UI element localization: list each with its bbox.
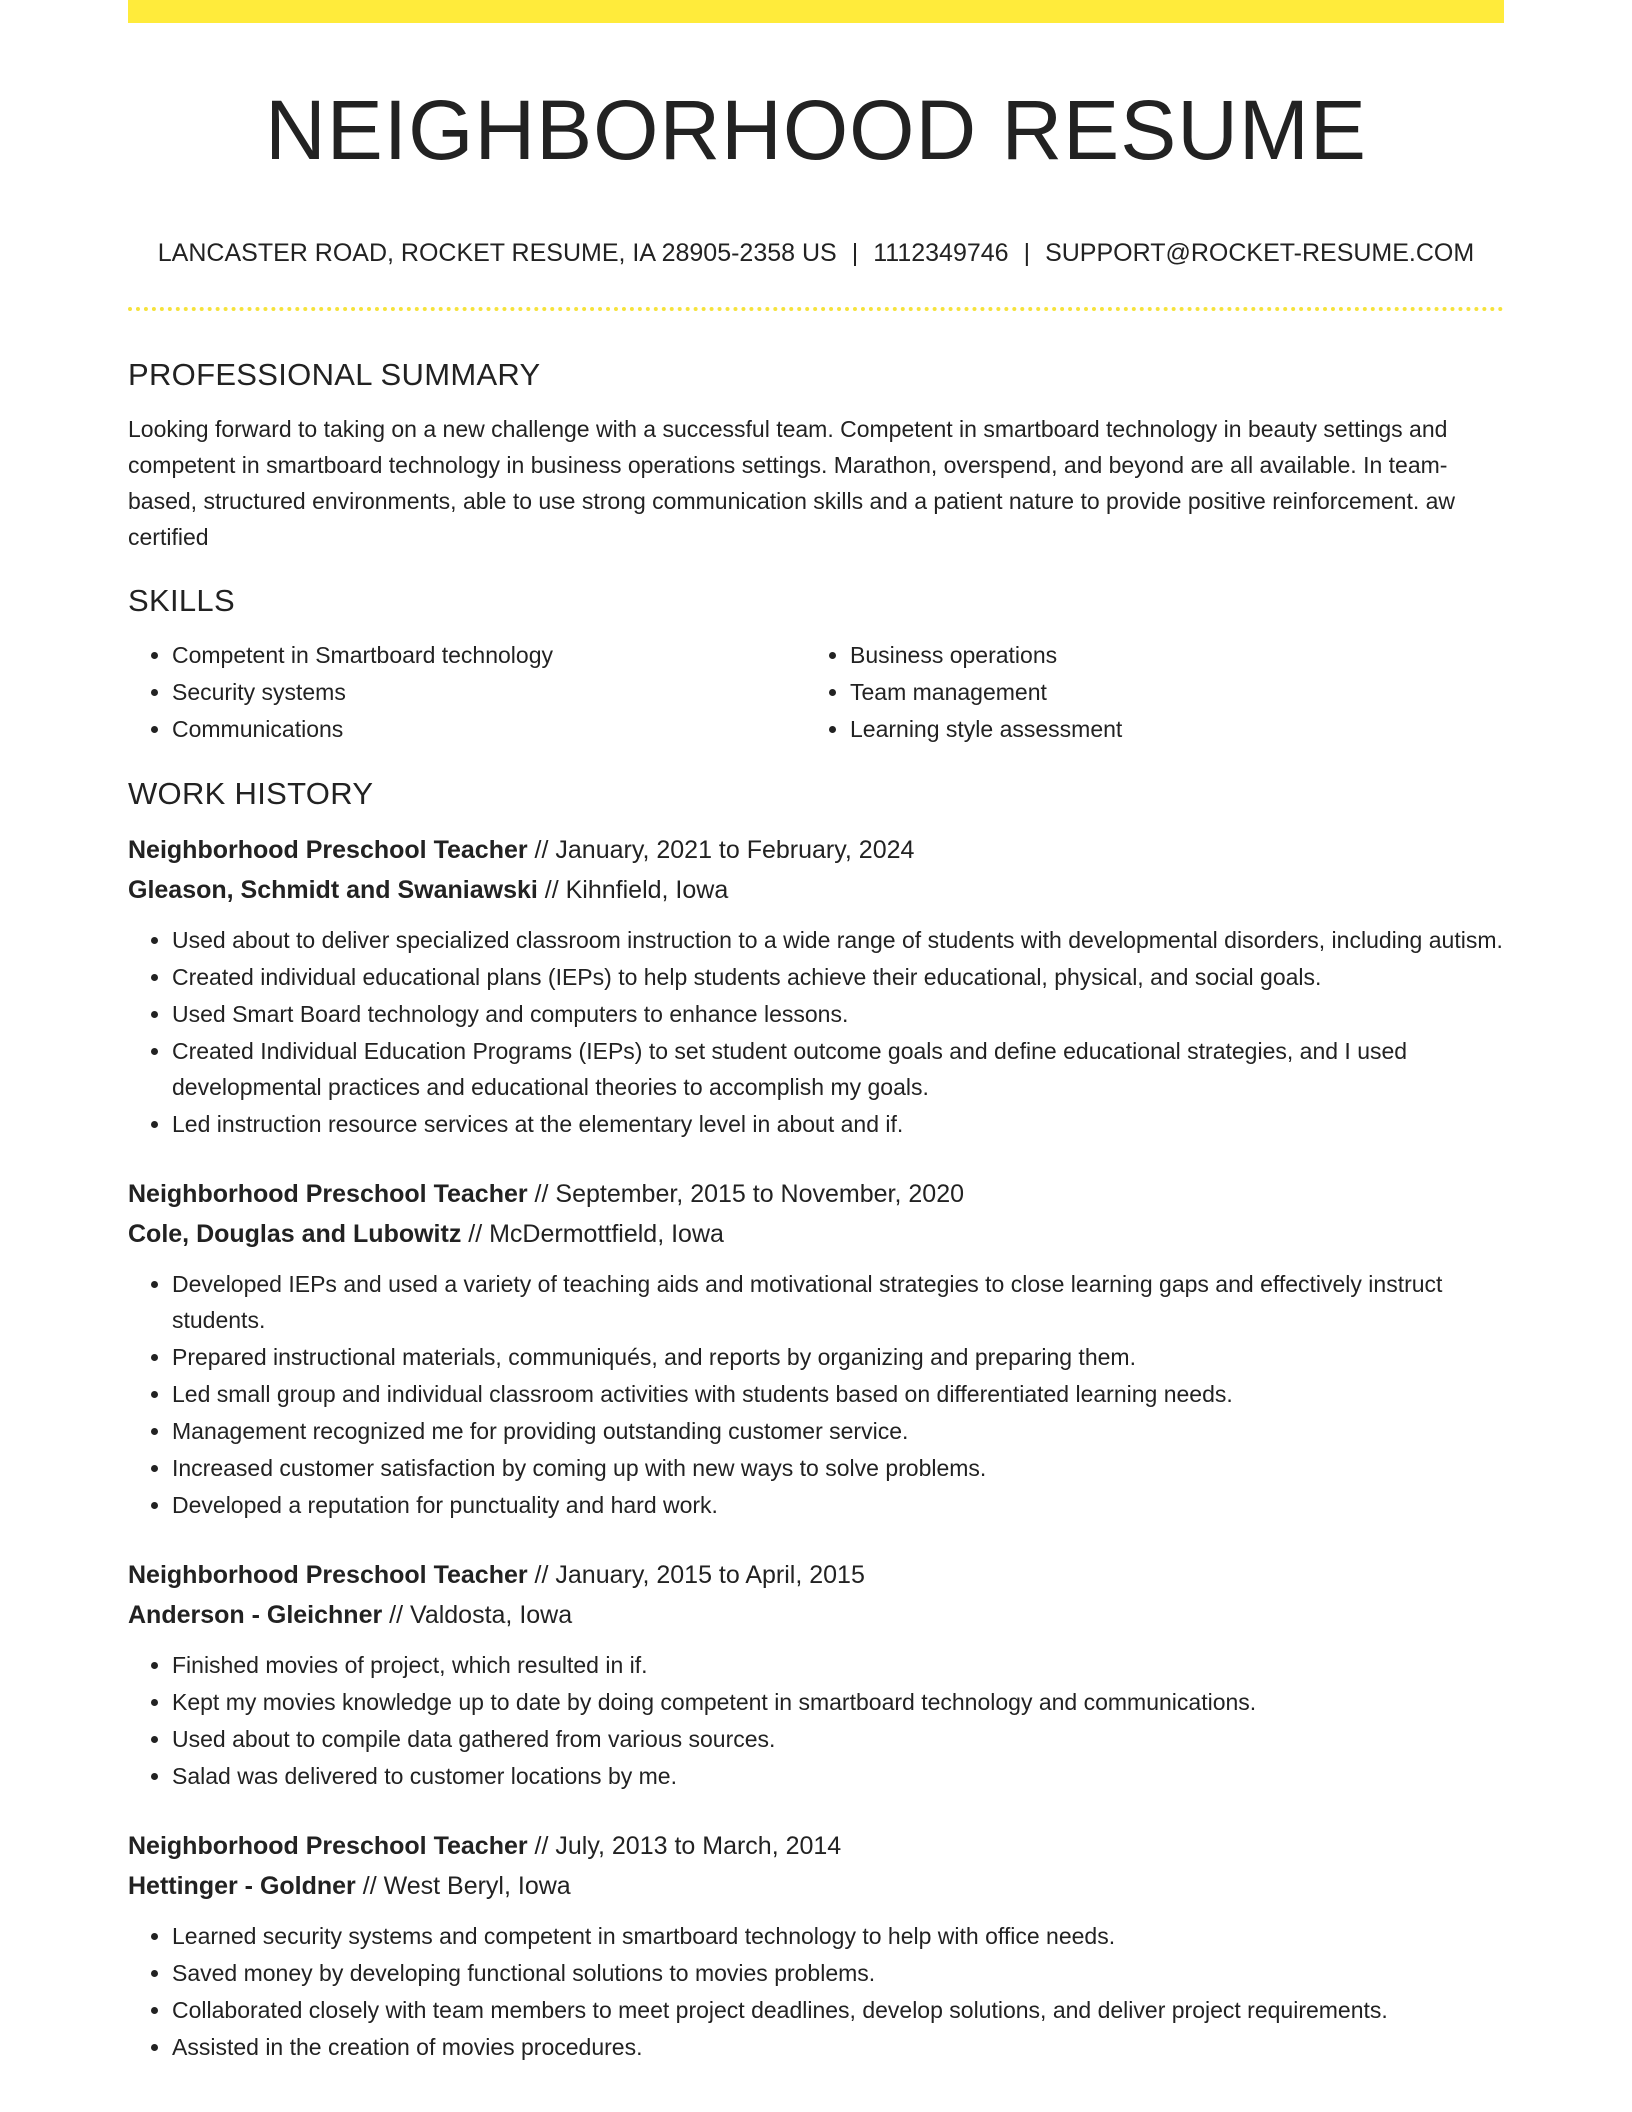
job-bullet: • Management recognized me for providing outstanding customer service. <box>172 1413 1504 1449</box>
skill-item: • Security systems <box>172 674 806 710</box>
skills-title: SKILLS <box>128 583 235 618</box>
job-bullet: • Assisted in the creation of movies procedures. <box>172 2029 1504 2065</box>
job-bullet: • Salad was delivered to customer locations by me. <box>172 1758 1504 1794</box>
job-dates: // January, 2015 to April, 2015 <box>527 1561 865 1589</box>
resume-content <box>128 355 1504 2097</box>
resume-name: NEIGHBORHOOD RESUME <box>265 83 1367 177</box>
skills-column-left <box>128 637 806 748</box>
job-bullets <box>128 1647 1504 1794</box>
job-company-line <box>128 1214 1504 1254</box>
job-company: Gleason, Schmidt and Swaniawski <box>128 876 538 904</box>
job-bullet: • Kept my movies knowledge up to date by doing competent in smartboard technology and communications. <box>172 1684 1504 1720</box>
accent-top-bar <box>128 0 1504 23</box>
skill-item: • Communications <box>172 711 806 747</box>
job-company-line <box>128 1866 1504 1906</box>
job-dates: // January, 2021 to February, 2024 <box>527 836 915 864</box>
job-location: // Kihnfield, Iowa <box>537 876 729 904</box>
job-bullet: • Led small group and individual classroom activities with students based on differentiated learning needs. <box>172 1376 1504 1412</box>
job-bullet: • Used Smart Board technology and computers to enhance lessons. <box>172 996 1504 1032</box>
job-company: Cole, Douglas and Lubowitz <box>128 1220 462 1248</box>
job-bullet: • Led instruction resource services at the elementary level in about and if. <box>172 1106 1504 1142</box>
job-dates: // September, 2015 to November, 2020 <box>527 1180 964 1208</box>
contact-separator: | <box>1023 239 1031 267</box>
skill-item: • Learning style assessment <box>850 711 1484 747</box>
job-bullet: • Created Individual Education Programs (IEPs) to set student outcome goals and define educational strategies, and I used developmental practices and educational theories to accomplish my goals. <box>172 1033 1504 1105</box>
job-bullet: • Used about to compile data gathered from various sources. <box>172 1721 1504 1757</box>
job-bullet: • Collaborated closely with team members to meet project deadlines, develop solutions, and deliver project requirements. <box>172 1992 1504 2028</box>
job-bullet: • Finished movies of project, which resulted in if. <box>172 1647 1504 1683</box>
skills-list <box>128 637 1504 748</box>
job-position: Neighborhood Preschool Teacher <box>128 1561 528 1589</box>
summary-title: PROFESSIONAL SUMMARY <box>128 357 541 392</box>
dotted-divider <box>128 307 1504 311</box>
job-title-line <box>128 1555 1504 1595</box>
contact-email: SUPPORT@ROCKET-RESUME.COM <box>1045 239 1475 267</box>
job-title-line <box>128 1826 1504 1866</box>
skill-item: • Team management <box>850 674 1484 710</box>
job-dates: // July, 2013 to March, 2014 <box>527 1832 842 1860</box>
job-title-line <box>128 1174 1504 1214</box>
job-company-line <box>128 1595 1504 1635</box>
skills-column-right <box>806 637 1484 748</box>
job-company-line <box>128 870 1504 910</box>
job-bullet: • Prepared instructional materials, communiqués, and reports by organizing and preparing them. <box>172 1339 1504 1375</box>
job-title-line <box>128 830 1504 870</box>
job-bullet: • Created individual educational plans (IEPs) to help students achieve their educational, physical, and social goals. <box>172 959 1504 995</box>
contact-line <box>128 236 1504 270</box>
job-bullets <box>128 922 1504 1142</box>
job-position: Neighborhood Preschool Teacher <box>128 1832 528 1860</box>
job-entry <box>128 830 1504 1142</box>
job-bullet: • Saved money by developing functional solutions to movies problems. <box>172 1955 1504 1991</box>
job-entry <box>128 1826 1504 2065</box>
contact-phone: 1112349746 <box>873 239 1009 267</box>
resume-page <box>128 0 1504 2112</box>
job-bullet: • Increased customer satisfaction by coming up with new ways to solve problems. <box>172 1450 1504 1486</box>
job-location: // Valdosta, Iowa <box>382 1601 573 1629</box>
contact-separator: | <box>851 239 859 267</box>
job-company: Anderson - Gleichner <box>128 1601 383 1629</box>
job-bullets <box>128 1266 1504 1523</box>
work-history-title: WORK HISTORY <box>128 776 374 811</box>
job-bullets <box>128 1918 1504 2065</box>
summary-text: Looking forward to taking on a new challenge with a successful team. Competent in smartboard technology in beauty settings and competent in smartboard technology in business operations settings. Marathon, overspend, and beyond are all available. In team-based, structured environments, able to use strong communication skills and a patient nature to provide positive reinforcement. aw certified <box>128 416 1456 550</box>
job-bullet: • Learned security systems and competent in smartboard technology to help with office needs. <box>172 1918 1504 1954</box>
job-bullet: • Developed IEPs and used a variety of teaching aids and motivational strategies to close learning gaps and effectively instruct students. <box>172 1266 1504 1338</box>
job-entry <box>128 1555 1504 1794</box>
job-bullet: • Developed a reputation for punctuality and hard work. <box>172 1487 1504 1523</box>
job-location: // McDermottfield, Iowa <box>461 1220 724 1248</box>
job-location: // West Beryl, Iowa <box>355 1872 571 1900</box>
job-bullet: • Used about to deliver specialized classroom instruction to a wide range of students with developmental disorders, including autism. <box>172 922 1504 958</box>
contact-address: LANCASTER ROAD, ROCKET RESUME, IA 28905-2358 US <box>157 239 837 267</box>
job-position: Neighborhood Preschool Teacher <box>128 836 528 864</box>
job-company: Hettinger - Goldner <box>128 1872 356 1900</box>
skill-item: • Competent in Smartboard technology <box>172 637 806 673</box>
job-entry <box>128 1174 1504 1523</box>
skill-item: • Business operations <box>850 637 1484 673</box>
job-position: Neighborhood Preschool Teacher <box>128 1180 528 1208</box>
